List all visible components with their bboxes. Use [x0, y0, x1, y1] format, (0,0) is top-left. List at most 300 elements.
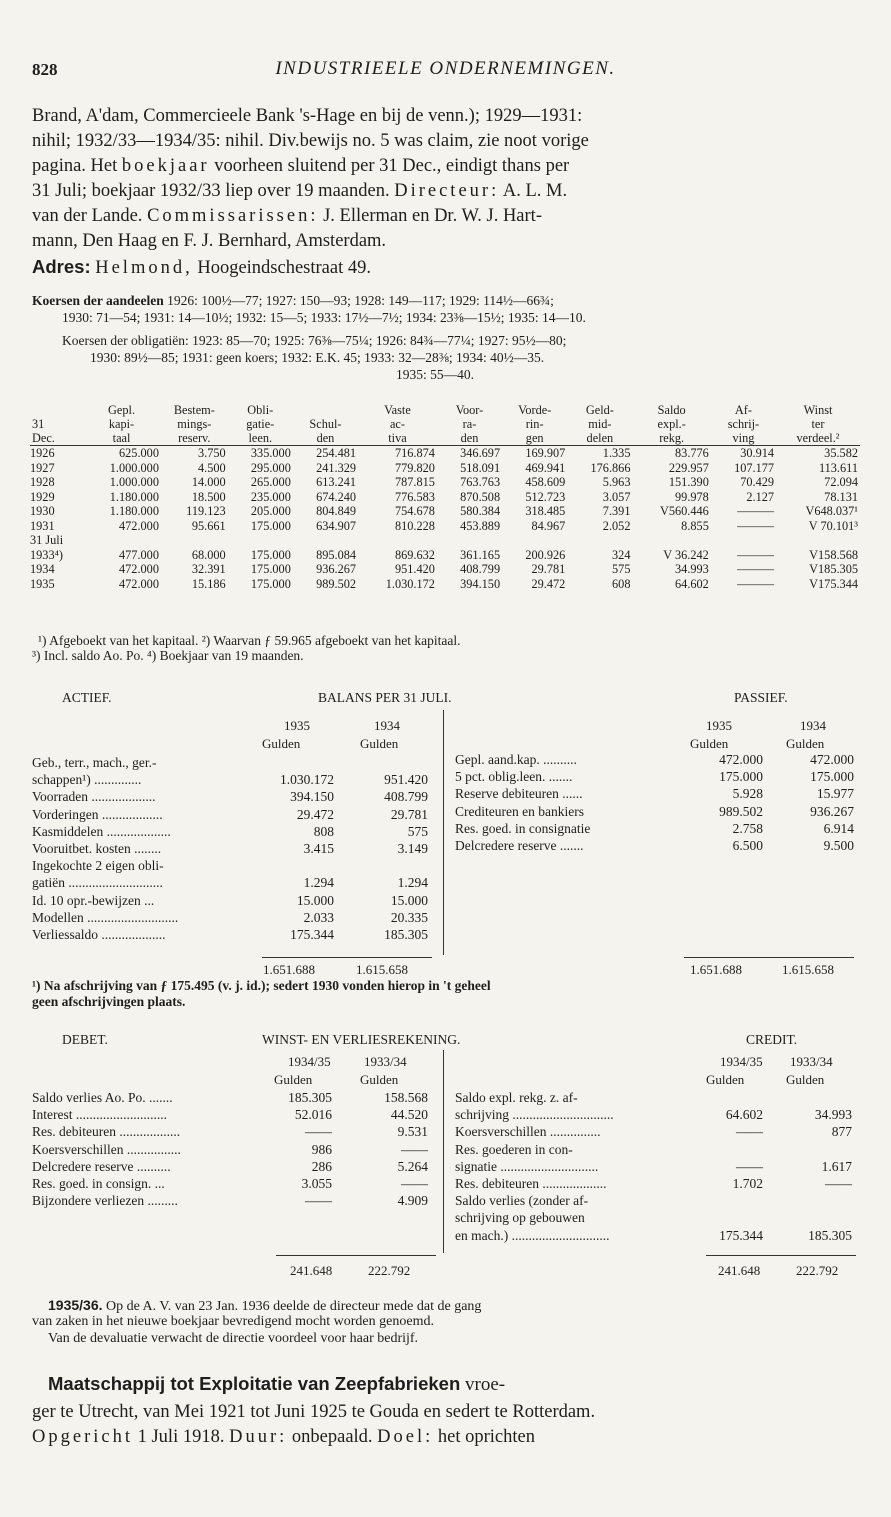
history-header-cell: Vaste — [384, 403, 411, 417]
wv-unit-right-1: Gulden — [706, 1072, 745, 1087]
directeur-label: Directeur: — [394, 181, 500, 201]
history-value-cell: 1.030.172 — [385, 576, 435, 591]
debet-item-value: —— — [401, 1176, 428, 1191]
credit-item-value: 185.305 — [808, 1227, 852, 1243]
debet-item-value: 986 — [311, 1141, 332, 1157]
history-header-cell: ving — [732, 431, 755, 445]
balans-year-1934-right: 1934 — [800, 718, 826, 733]
history-value-cell: 1.180.000 — [109, 489, 159, 504]
history-value-cell: 1.180.000 — [109, 504, 159, 518]
actief-item-value: 29.472 — [296, 806, 334, 822]
next-company-name: Maatschappij tot Exploitatie van Zeepfabrieken — [48, 1373, 461, 1394]
passief-item-label: Gepl. aand.kap. .......... — [455, 752, 577, 767]
intro-line-2: nihil; 1932/33—1934/35: nihil. Div.bewijs no. 5 was claim, zie noot vorige — [32, 131, 589, 151]
history-value-cell: V 36.242 — [663, 547, 709, 562]
actief-item-value: 951.420 — [384, 772, 428, 788]
history-row — [30, 490, 860, 505]
history-value-cell: 169.907 — [525, 446, 566, 460]
balans-year-1935-left: 1935 — [284, 718, 310, 733]
actief-item-value: 808 — [313, 823, 334, 839]
history-header-cell: mings- — [177, 417, 212, 431]
history-value-cell: 205.000 — [250, 504, 291, 518]
directeur-name: A. L. M. — [502, 181, 568, 201]
history-value-cell: V560.446 — [659, 504, 709, 518]
history-value-cell: 869.632 — [394, 547, 435, 562]
koersen-aandeelen-line-2: 1930: 71—54; 1931: 14—10½; 1932: 15—5; 1933: 17½—7½; 1934: 23⅜—15½; 1935: 14—10. — [62, 310, 586, 325]
history-value-cell: 107.177 — [734, 460, 775, 475]
history-value-cell: ——— — [737, 504, 775, 518]
credit-item-value: 34.993 — [814, 1107, 852, 1123]
page-number: 828 — [32, 60, 58, 79]
passief-item-value: 15.977 — [816, 786, 854, 802]
balans-total-right-1: 1.651.688 — [690, 962, 742, 977]
notes-line-1 — [48, 1297, 481, 1315]
credit-item-label: Koersverschillen ............... — [455, 1124, 601, 1140]
actief-item-value: 29.781 — [390, 806, 428, 822]
history-value-cell: 295.000 — [250, 460, 291, 475]
actief-item-label: Voorraden ................... — [32, 789, 156, 805]
history-header-cell: Voor- — [455, 403, 484, 417]
history-header-cell: rin- — [525, 417, 544, 431]
history-table — [30, 403, 860, 591]
actief-item-value: 15.000 — [296, 892, 334, 908]
history-value-cell: 895.084 — [316, 547, 357, 562]
wv-year-left-1: 1934/35 — [288, 1054, 331, 1069]
debet-item-value: 185.305 — [288, 1090, 332, 1105]
credit-item-label: Res. goederen in con- — [455, 1141, 573, 1157]
credit-item-value: —— — [736, 1158, 763, 1174]
actief-item-value: 20.335 — [390, 909, 428, 925]
debet-item-value: 5.264 — [397, 1158, 428, 1174]
history-value-cell: 70.429 — [740, 475, 775, 489]
history-value-cell: 68.000 — [191, 547, 226, 562]
history-value-cell: 408.799 — [460, 562, 501, 576]
history-year-cell: 1928 — [30, 475, 55, 489]
history-value-cell: 200.926 — [525, 547, 566, 562]
history-value-cell: 518.091 — [460, 460, 501, 475]
koersen-aandeelen-label: Koersen der aandeelen — [32, 293, 164, 308]
history-year-cell: 1933⁴) — [30, 547, 63, 562]
history-value-cell: 754.678 — [394, 504, 435, 518]
history-value-cell: 4.500 — [198, 460, 226, 475]
debet-item-value: —— — [401, 1141, 428, 1157]
wv-rule-left — [276, 1255, 436, 1256]
history-value-cell: 361.165 — [460, 547, 501, 562]
history-header-cell: mid- — [588, 417, 612, 431]
wv-divider — [443, 1050, 444, 1253]
credit-item-label: schrijving op gebouwen — [455, 1210, 585, 1226]
history-header-cell: schrij- — [727, 417, 760, 431]
balans-unit-right-1: Gulden — [690, 736, 729, 751]
debet-item-value: 3.055 — [301, 1176, 332, 1191]
credit-item-label: signatie ............................. — [455, 1158, 599, 1174]
intro-line-1: Brand, A'dam, Commercieele Bank 's-Hage en bij de venn.); 1929—1931: — [32, 106, 583, 126]
wv-year-right-2: 1933/34 — [790, 1054, 833, 1069]
history-value-cell — [82, 533, 161, 548]
passief-item-value: 472.000 — [810, 752, 854, 767]
history-year-cell: 1927 — [30, 460, 55, 475]
actief-item-value: 175.344 — [290, 927, 334, 942]
history-value-cell: 35.582 — [824, 446, 858, 460]
doel-label: Doel: — [377, 1427, 434, 1447]
history-row — [30, 548, 860, 563]
doel-value: het oprichten — [437, 1427, 535, 1447]
history-value-cell: 810.228 — [394, 518, 435, 533]
history-value-cell: 1.000.000 — [109, 475, 159, 489]
history-table-container — [30, 403, 860, 591]
history-header-cell: Vorde- — [518, 403, 552, 417]
opgericht-label: Opgericht — [32, 1427, 133, 1447]
history-value-cell: 458.609 — [525, 475, 566, 489]
history-year-cell: 1926 — [30, 446, 55, 460]
credit-item-value: —— — [736, 1124, 763, 1140]
credit-item-label: schrijving .............................. — [455, 1107, 614, 1123]
koersen-obligatien-line-3: 1935: 55—40. — [396, 367, 475, 382]
actief-item-label: Vorderingen .................. — [32, 806, 163, 822]
debet-item-value: 4.909 — [397, 1193, 428, 1209]
actief-item-value: 408.799 — [384, 789, 428, 805]
history-header-cell: gatie- — [246, 417, 275, 431]
balans-total-left-2: 1.615.658 — [356, 962, 408, 977]
notes-text: Op de A. V. van 23 Jan. 1936 deelde de directeur mede dat de gang — [106, 1299, 482, 1314]
history-value-cell — [502, 533, 567, 548]
history-footnote-1: ¹) Afgeboekt van het kapitaal. ²) Waarvan ƒ 59.965 afgeboekt van het kapitaal. — [38, 633, 461, 648]
intro-line-6: mann, Den Haag en F. J. Bernhard, Amsterdam. — [32, 231, 387, 251]
wv-title: WINST- EN VERLIESREKENING. — [262, 1032, 461, 1047]
history-value-cell: 2.127 — [746, 489, 775, 504]
balans-total-right-2: 1.615.658 — [782, 962, 834, 977]
history-header-row — [30, 431, 860, 446]
history-value-cell: 477.000 — [119, 547, 159, 562]
adres-line — [32, 256, 371, 279]
history-value-cell: 936.267 — [316, 562, 357, 576]
history-value-cell: 625.000 — [119, 446, 159, 460]
actief-item-value: 185.305 — [384, 927, 428, 942]
history-header-cell: ter — [811, 417, 825, 431]
credit-item-label: en mach.) ............................. — [455, 1227, 610, 1243]
actief-item-value: 1.294 — [397, 875, 428, 891]
history-value-cell: 15.186 — [191, 576, 226, 591]
credit-item-value: 175.344 — [719, 1227, 763, 1243]
history-row — [30, 504, 860, 519]
debet-item-label: Bijzondere verliezen ......... — [32, 1193, 178, 1209]
passief-item-value: 2.758 — [732, 820, 763, 836]
history-value-cell — [358, 533, 437, 548]
balans-passief-title: PASSIEF. — [734, 690, 788, 705]
history-value-cell: 608 — [612, 576, 631, 591]
actief-item-label: Kasmiddelen ................... — [32, 823, 171, 839]
debet-item-value: 52.016 — [294, 1107, 332, 1123]
balans-total-left-1: 1.651.688 — [263, 962, 315, 977]
debet-item-label: Res. goed. in consign. ... — [32, 1176, 165, 1191]
credit-item-label: Res. debiteuren ................... — [455, 1176, 607, 1191]
history-header-row — [30, 403, 860, 417]
history-value-cell: 674.240 — [316, 489, 357, 504]
history-value-cell: 779.820 — [394, 460, 435, 475]
history-row — [30, 461, 860, 476]
history-value-cell: 3.750 — [198, 446, 226, 460]
boekjaar-label: boekjaar — [121, 156, 210, 176]
history-year-cell: 1930 — [30, 504, 55, 518]
history-row — [30, 475, 860, 490]
history-value-cell: ——— — [737, 547, 775, 562]
history-value-cell: V158.568 — [809, 547, 858, 562]
history-header-cell: Obli- — [247, 403, 274, 417]
history-header-cell: Gepl. — [108, 403, 136, 417]
actief-item-label: Verliessaldo ................... — [32, 927, 166, 942]
history-value-cell: 634.907 — [316, 518, 357, 533]
history-value-cell — [567, 533, 632, 548]
history-value-cell: 1.000.000 — [109, 460, 159, 475]
history-header-cell: 31 — [32, 417, 45, 431]
history-value-cell: 175.000 — [250, 518, 291, 533]
wv-total-left-1: 241.648 — [290, 1263, 333, 1278]
running-title: INDUSTRIEELE ONDERNEMINGEN. — [275, 58, 616, 79]
credit-item-value: 1.617 — [821, 1158, 852, 1174]
history-value-cell — [437, 533, 502, 548]
history-value-cell: 34.993 — [675, 562, 709, 576]
history-value-cell: V 70.101³ — [808, 518, 858, 533]
history-header-cell: Af- — [734, 403, 752, 417]
history-header-cell: Saldo — [657, 403, 686, 417]
history-header-cell: tiva — [388, 431, 407, 445]
passief-item-value: 175.000 — [719, 769, 763, 785]
history-value-cell: 951.420 — [394, 562, 435, 576]
debet-item-value: 44.520 — [390, 1107, 428, 1123]
history-row — [30, 446, 860, 461]
next-company-line-2: ger te Utrecht, van Mei 1921 tot Juni 1925 te Gouda en sedert te Rotterdam. — [32, 1402, 596, 1422]
next-company-line-3 — [32, 1427, 535, 1448]
debet-item-value: 158.568 — [384, 1090, 428, 1105]
history-value-cell — [632, 533, 710, 548]
history-value-cell: 72.094 — [824, 475, 858, 489]
wv-unit-left-1: Gulden — [274, 1072, 313, 1087]
duur-value: onbepaald. — [291, 1427, 373, 1447]
adres-label: Adres: — [32, 256, 91, 277]
history-value-cell: 83.776 — [675, 446, 709, 460]
intro-day: 31 — [32, 181, 51, 201]
history-value-cell: 580.384 — [460, 504, 501, 518]
history-value-cell: 324 — [612, 547, 631, 562]
opgericht-value: 1 Juli 1918. — [137, 1427, 225, 1447]
wv-year-left-2: 1933/34 — [364, 1054, 407, 1069]
history-value-cell: 235.000 — [250, 489, 291, 504]
actief-item-label: Geb., terr., mach., ger.- — [32, 755, 157, 770]
debet-item-value: —— — [305, 1193, 332, 1209]
history-header-cell: rekg. — [659, 431, 685, 445]
wv-total-right-1: 241.648 — [718, 1263, 761, 1278]
history-value-cell: 265.000 — [250, 475, 291, 489]
history-header-cell: ra- — [462, 417, 477, 431]
history-value-cell: 78.131 — [824, 489, 858, 504]
history-value-cell: 95.661 — [191, 518, 226, 533]
history-value-cell: 119.123 — [186, 504, 226, 518]
history-value-cell: 776.583 — [394, 489, 435, 504]
intro-line-4 — [32, 181, 567, 202]
history-value-cell: 2.052 — [602, 518, 631, 533]
history-value-cell: 335.000 — [250, 446, 291, 460]
history-header-cell: verdeel.² — [796, 431, 840, 445]
boekjaar-text: voorheen sluitend per 31 Dec., eindigt thans per — [214, 156, 570, 176]
history-value-cell: 229.957 — [668, 460, 709, 475]
balans-rule-left — [262, 957, 432, 958]
passief-item-label: Reserve debiteuren ...... — [455, 786, 583, 802]
history-year-cell: 1931 — [30, 518, 55, 533]
actief-item-value: 2.033 — [303, 909, 334, 925]
koersen-obligatien-line-1: Koersen der obligatiën: 1923: 85—70; 1925: 76⅜—75¼; 1926: 84¾—77¼; 1927: 95½—80; — [62, 333, 567, 348]
balans-title: BALANS PER 31 JULI. — [318, 690, 452, 705]
history-value-cell: 394.150 — [460, 576, 501, 591]
koersen-aandeelen-values: 1926: 100½—77; 1927: 150—93; 1928: 149—117; 1929: 114½—66¾; — [167, 293, 554, 308]
actief-item-value: 1.294 — [303, 875, 334, 891]
history-value-cell: 716.874 — [394, 446, 435, 460]
history-value-cell: 472.000 — [119, 518, 159, 533]
credit-item-value: —— — [825, 1176, 852, 1191]
history-year-cell: 31 Juli — [30, 533, 64, 547]
credit-item-label: Saldo verlies (zonder af- — [455, 1193, 589, 1209]
history-row — [30, 562, 860, 577]
passief-item-value: 6.500 — [732, 838, 763, 853]
balans-actief-title: ACTIEF. — [62, 690, 112, 705]
history-value-cell — [711, 533, 776, 548]
balans-unit-right-2: Gulden — [786, 736, 825, 751]
notes-line-2: van zaken in het nieuwe boekjaar bevredigend mocht worden genoemd. — [32, 1314, 434, 1329]
history-value-cell: V175.344 — [809, 576, 858, 591]
history-header-cell: Winst — [803, 403, 833, 417]
history-header-cell: den — [460, 431, 479, 445]
history-value-cell: 32.391 — [191, 562, 226, 576]
commissarissen-text: J. Ellerman en Dr. W. J. Hart- — [323, 206, 542, 226]
passief-item-label: Crediteuren en bankiers — [455, 803, 584, 819]
passief-item-label: Delcredere reserve ....... — [455, 838, 584, 853]
adres-city: Helmond, — [95, 258, 193, 278]
balans-unit-left-2: Gulden — [360, 736, 399, 751]
history-value-cell: 472.000 — [119, 562, 159, 576]
debet-item-value: —— — [305, 1124, 332, 1140]
history-value-cell: 763.763 — [460, 475, 501, 489]
debet-item-label: Interest ........................... — [32, 1107, 167, 1123]
history-header-cell: gen — [525, 431, 544, 445]
actief-item-value: 575 — [407, 823, 428, 839]
history-value-cell: 613.241 — [316, 475, 357, 489]
history-header-cell: den — [316, 431, 335, 445]
history-header-cell: Dec. — [32, 431, 55, 445]
intro-text: pagina. Het — [32, 156, 118, 176]
history-value-cell: 7.391 — [602, 504, 631, 518]
history-value-cell — [293, 533, 358, 548]
history-year-cell: 1935 — [30, 576, 55, 591]
history-value-cell: 29.472 — [531, 576, 566, 591]
actief-item-value: 1.030.172 — [280, 772, 334, 788]
wv-unit-right-2: Gulden — [786, 1072, 825, 1087]
wv-debet-title: DEBET. — [62, 1032, 108, 1047]
history-value-cell: 99.978 — [675, 489, 709, 504]
wv-credit-title: CREDIT. — [746, 1032, 798, 1047]
directeur-surname: van der Lande. — [32, 206, 143, 226]
history-header-cell: leen. — [248, 431, 273, 445]
history-value-cell: 318.485 — [525, 504, 566, 518]
history-header-cell: taal — [112, 431, 131, 445]
balans-divider — [443, 710, 444, 955]
wv-unit-left-2: Gulden — [360, 1072, 399, 1087]
debet-item-label: Res. debiteuren .................. — [32, 1124, 181, 1140]
history-value-cell: 3.057 — [602, 489, 631, 504]
history-value-cell: 241.329 — [316, 460, 357, 475]
adres-street: Hoogeindschestraat 49. — [197, 258, 371, 278]
passief-item-label: Res. goed. in consignatie — [455, 820, 591, 836]
balans-rule-right — [684, 957, 854, 958]
actief-item-value: 394.150 — [290, 789, 334, 805]
history-value-cell: 787.815 — [394, 475, 435, 489]
passief-item-label: 5 pct. oblig.leen. ....... — [455, 769, 573, 785]
history-value-cell: 5.963 — [602, 475, 631, 489]
history-value-cell: 175.000 — [250, 562, 291, 576]
actief-item-label: gatiën ............................ — [32, 875, 163, 891]
history-value-cell: 176.866 — [590, 460, 631, 475]
history-value-cell: 453.889 — [460, 518, 501, 533]
actief-item-value: 3.149 — [397, 841, 428, 856]
wv-year-right-1: 1934/35 — [720, 1054, 763, 1069]
history-value-cell: 29.781 — [531, 562, 566, 576]
wv-rule-right — [706, 1255, 856, 1256]
actief-item-label: schappen¹) .............. — [32, 772, 142, 788]
koersen-obligatien-line-2: 1930: 89½—85; 1931: geen koers; 1932: E.K. 45; 1933: 32—28⅜; 1934: 40½—35. — [90, 350, 545, 365]
passief-item-value: 9.500 — [823, 838, 854, 853]
history-value-cell — [161, 533, 228, 548]
history-year-cell: 1934 — [30, 562, 55, 576]
passief-item-value: 6.914 — [823, 820, 854, 836]
history-footnote-2: ³) Incl. saldo Ao. Po. ⁴) Boekjaar van 19 maanden. — [32, 648, 304, 663]
actief-item-label: Modellen ........................... — [32, 909, 179, 925]
history-header-cell: ac- — [389, 417, 405, 431]
history-value-cell: 870.508 — [460, 489, 501, 504]
history-value-cell: 14.000 — [191, 475, 226, 489]
debet-item-label: Saldo verlies Ao. Po. ....... — [32, 1090, 173, 1105]
debet-item-value: 9.531 — [397, 1124, 428, 1140]
history-value-cell: 346.697 — [460, 446, 501, 460]
passief-item-value: 5.928 — [732, 786, 763, 802]
debet-item-value: 286 — [311, 1158, 332, 1174]
intro-line-5 — [32, 206, 542, 227]
credit-item-value: 877 — [831, 1124, 852, 1140]
history-value-cell: 84.967 — [531, 518, 566, 533]
history-header-row — [30, 417, 860, 431]
balans-year-1934-left: 1934 — [374, 718, 400, 733]
debet-item-label: Delcredere reserve .......... — [32, 1158, 171, 1174]
next-company-text: vroe- — [465, 1374, 506, 1395]
history-header-cell: reserv. — [178, 431, 211, 445]
history-value-cell: 18.500 — [191, 489, 226, 504]
commissarissen-label: Commissarissen: — [147, 206, 319, 226]
history-value-cell: V648.037¹ — [805, 504, 858, 518]
history-header-cell — [30, 403, 82, 417]
balans-unit-left-1: Gulden — [262, 736, 301, 751]
history-row — [30, 577, 860, 592]
passief-item-value: 472.000 — [719, 752, 763, 767]
history-header-cell — [293, 403, 358, 417]
history-value-cell: 512.723 — [525, 489, 566, 504]
balans-footnote-1: ¹) Na afschrijving van ƒ 175.495 (v. j. id.); sedert 1930 vonden hierop in 't geheel — [32, 978, 491, 993]
history-value-cell: 469.941 — [525, 460, 566, 475]
history-value-cell: V185.305 — [809, 562, 858, 576]
notes-line-3: Van de devaluatie verwacht de directie voordeel voor haar bedrijf. — [48, 1331, 419, 1346]
actief-item-label: Id. 10 opr.-bewijzen ... — [32, 892, 155, 908]
history-value-cell: 575 — [612, 562, 631, 576]
history-header-cell: Geld- — [585, 403, 614, 417]
koersen-aandeelen-line-1 — [32, 293, 554, 309]
history-value-cell: ——— — [737, 518, 775, 533]
history-value-cell: 113.611 — [818, 460, 858, 475]
